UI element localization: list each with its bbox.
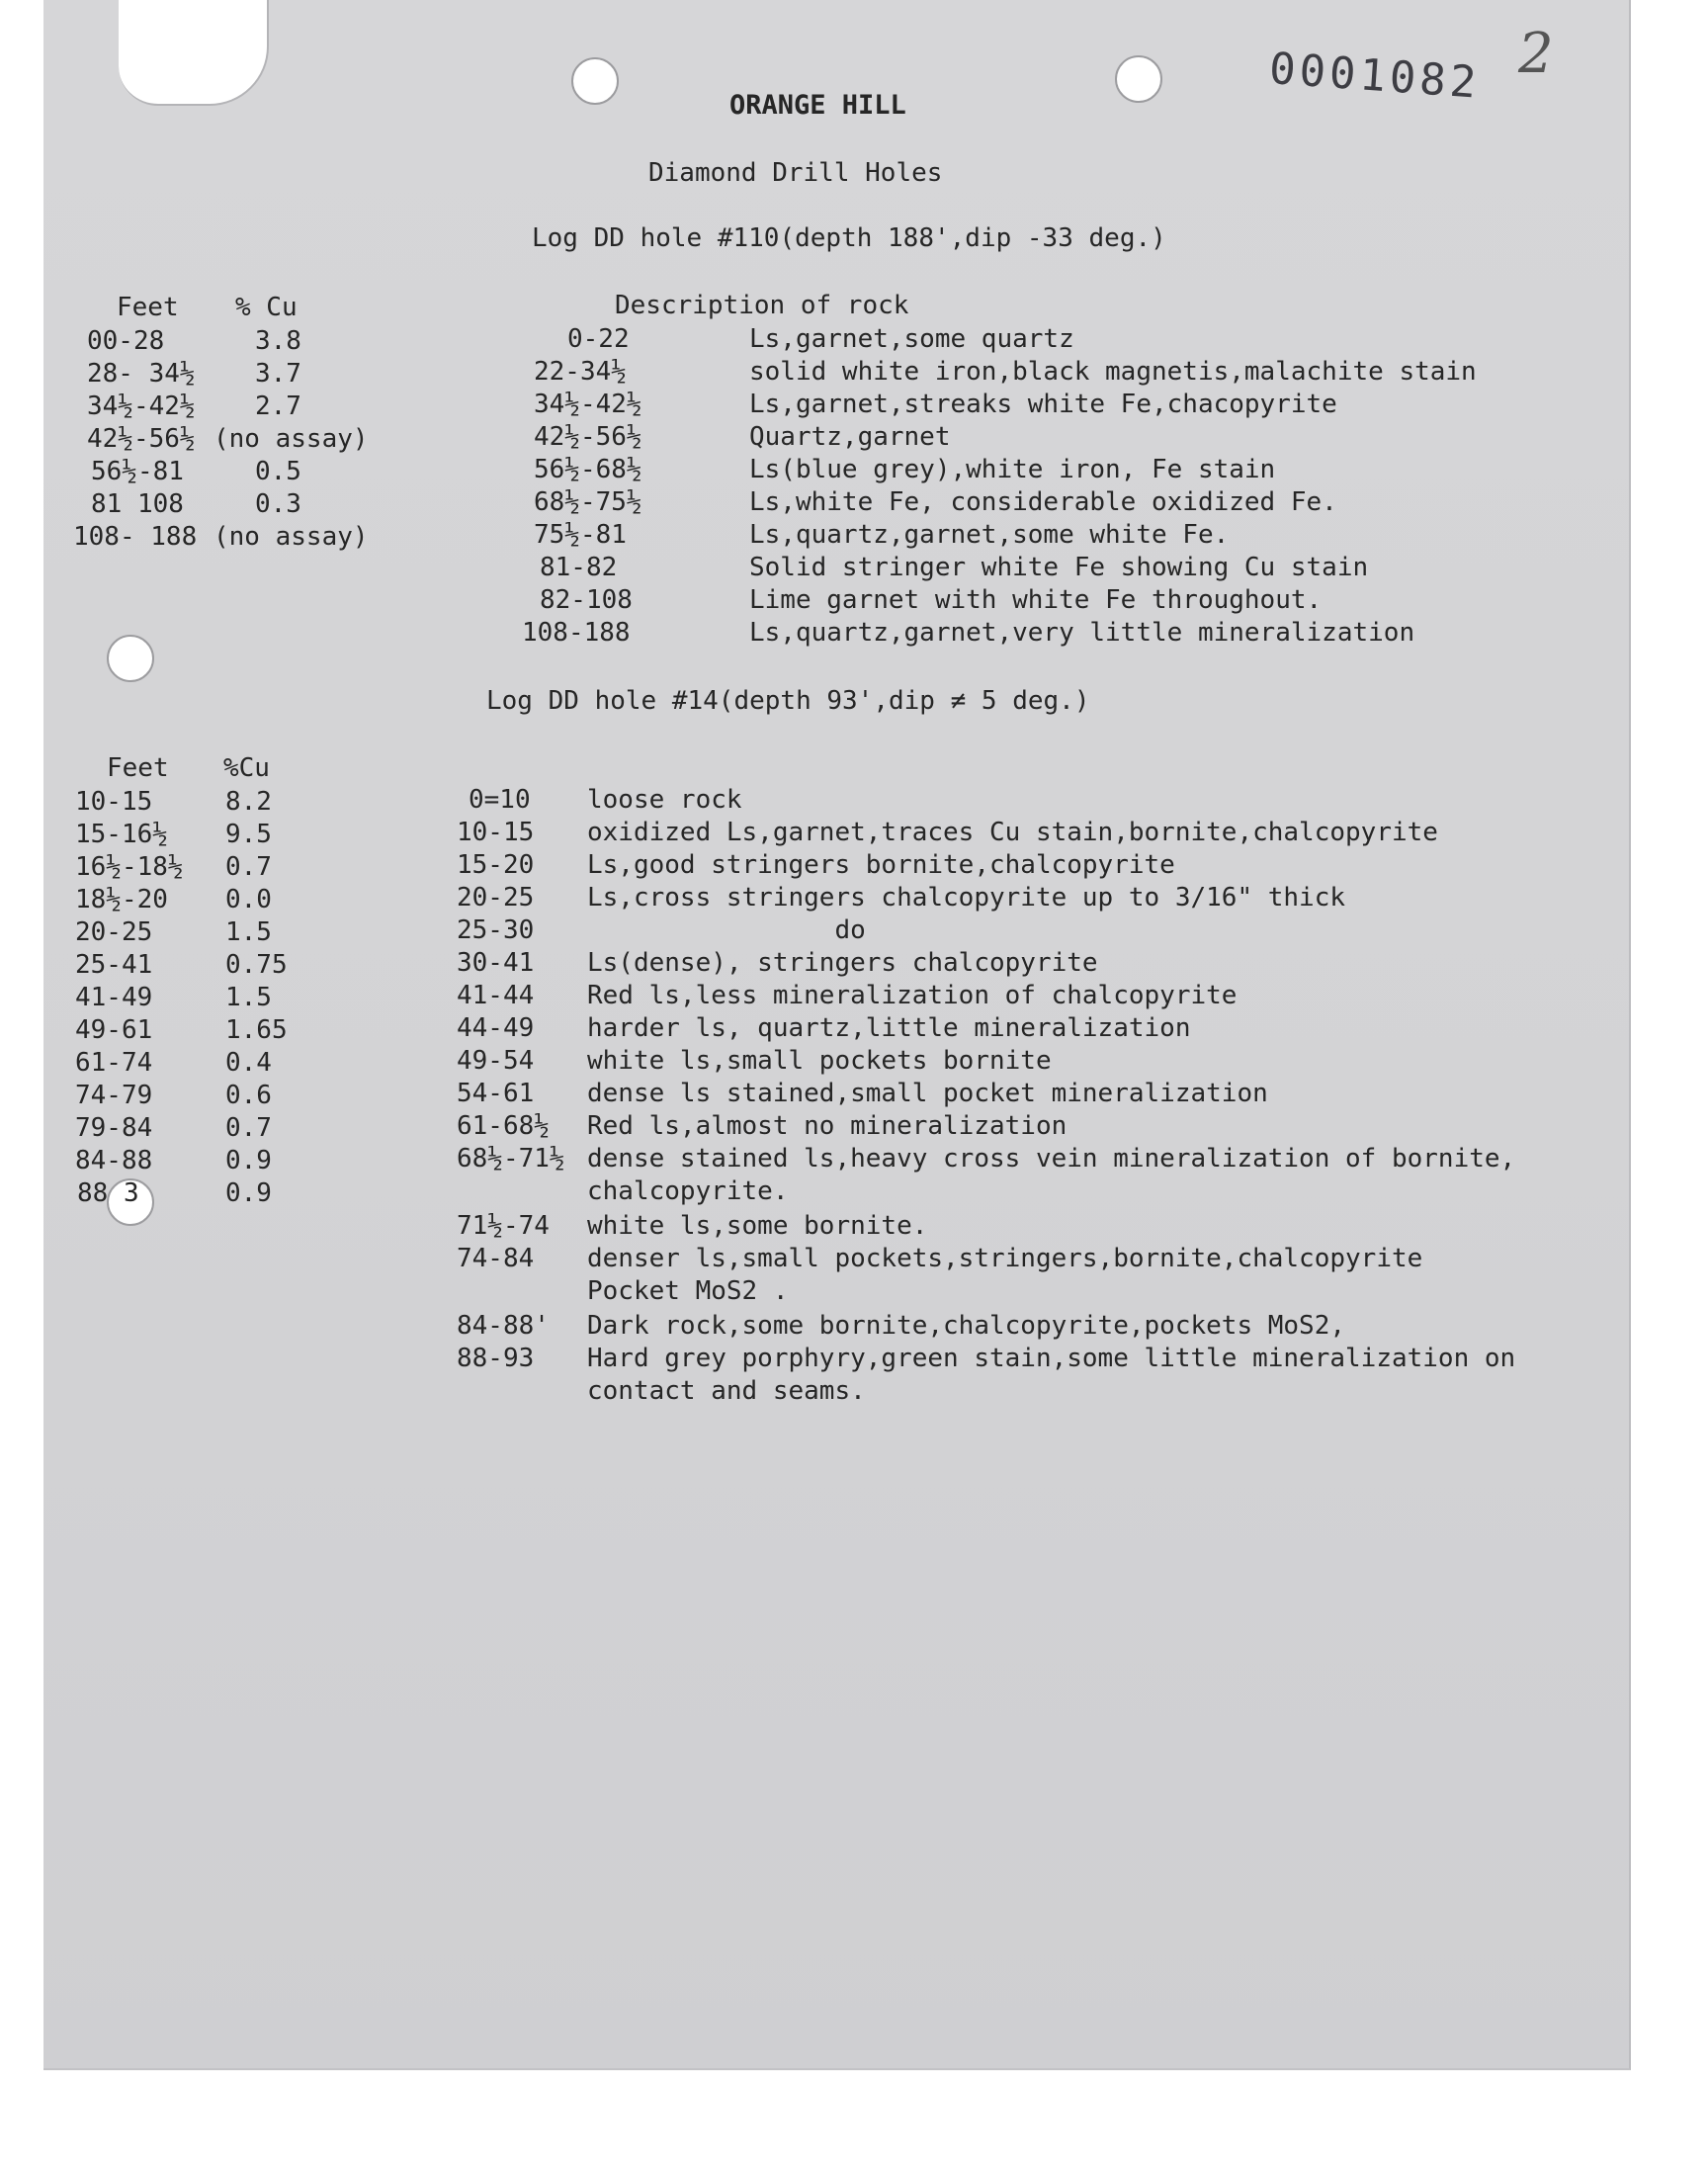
log-description: Ls,quartz,garnet,some white Fe. <box>749 520 1230 550</box>
log-interval: 82-108 <box>540 585 633 615</box>
log-interval: 42½-56½ <box>534 422 642 452</box>
assay-feet: 81 108 <box>91 489 184 519</box>
log-description: Lime garnet with white Fe throughout. <box>749 585 1323 615</box>
log-description: Quartz,garnet <box>749 422 951 452</box>
assay-feet: 18½-20 <box>75 885 168 914</box>
assay-cu: 3.8 <box>255 326 301 356</box>
log-interval: 30-41 <box>457 948 535 978</box>
log-description: do <box>587 915 866 945</box>
log-interval: 108-188 <box>522 618 631 648</box>
assay-feet: 49-61 <box>75 1015 153 1045</box>
hole2-feet-header: Feet <box>107 753 169 783</box>
log-interval: 88-93 <box>457 1344 535 1373</box>
log-description: white ls,small pockets bornite <box>587 1046 1052 1076</box>
log-interval: 15-20 <box>457 850 535 880</box>
assay-cu: 0.0 <box>225 885 272 914</box>
log-interval: 0-22 <box>567 324 630 354</box>
log-interval: 68½-71½ <box>457 1144 565 1174</box>
log-description: Ls,good stringers bornite,chalcopyrite <box>587 850 1175 880</box>
assay-cu: 3.7 <box>255 359 301 389</box>
punch-hole-middle <box>107 635 154 682</box>
log-interval: 54-61 <box>457 1079 535 1108</box>
log-interval: 10-15 <box>457 818 535 847</box>
assay-feet: 42½-56½ <box>87 424 196 454</box>
hole2-heading: Log DD hole #14(depth 93',dip ≠ 5 deg.) <box>486 686 1090 716</box>
assay-feet: 108- 188 <box>73 522 198 552</box>
log-description: loose rock <box>587 785 742 815</box>
log-description: Ls,garnet,some quartz <box>749 324 1074 354</box>
assay-feet: 20-25 <box>75 917 153 947</box>
log-description: Red ls,less mineralization of chalcopyrite <box>587 981 1238 1010</box>
assay-cu: 1.5 <box>225 917 272 947</box>
log-interval: 81-82 <box>540 553 618 582</box>
assay-feet: 84-88 <box>75 1146 153 1175</box>
log-interval: 68½-75½ <box>534 487 642 517</box>
assay-cu: 1.65 <box>225 1015 288 1045</box>
assay-cu: 0.9 <box>225 1146 272 1175</box>
assay-feet: 00-28 <box>87 326 165 356</box>
log-interval: 0=10 <box>469 785 531 815</box>
log-interval: 41-44 <box>457 981 535 1010</box>
torn-corner <box>119 0 269 106</box>
log-description: Ls,white Fe, considerable oxidized Fe. <box>749 487 1337 517</box>
hole1-cu-header: % Cu <box>235 293 298 322</box>
log-description: Pocket MoS2 . <box>587 1276 789 1306</box>
assay-feet: 15-16½ <box>75 820 168 849</box>
assay-cu: 8.2 <box>225 787 272 817</box>
log-description: Ls,cross stringers chalcopyrite up to 3/16" thick <box>587 883 1346 913</box>
log-description: chalcopyrite. <box>587 1176 789 1206</box>
log-description: solid white iron,black magnetis,malachite stain <box>749 357 1477 387</box>
assay-cu: 1.5 <box>225 983 272 1012</box>
log-interval: 20-25 <box>457 883 535 913</box>
assay-cu: 0.4 <box>225 1048 272 1078</box>
log-description: Red ls,almost no mineralization <box>587 1111 1068 1141</box>
document-number-stamp: 0001082 <box>1267 44 1482 109</box>
log-description: Ls(blue grey),white iron, Fe stain <box>749 455 1276 484</box>
assay-cu: 9.5 <box>225 820 272 849</box>
assay-feet: 74-79 <box>75 1081 153 1110</box>
log-description: Ls(dense), stringers chalcopyrite <box>587 948 1098 978</box>
assay-cu: (no assay) <box>214 522 369 552</box>
assay-feet: 41-49 <box>75 983 153 1012</box>
log-interval: 84-88' <box>457 1311 550 1341</box>
log-description: oxidized Ls,garnet,traces Cu stain,bornite,chalcopyrite <box>587 818 1438 847</box>
log-description: Dark rock,some bornite,chalcopyrite,pockets MoS2, <box>587 1311 1346 1341</box>
page-number: 2 <box>1518 22 1554 86</box>
log-interval: 22-34½ <box>534 357 627 387</box>
log-description: denser ls,small pockets,stringers,bornite,chalcopyrite <box>587 1244 1423 1273</box>
punch-hole-top-left <box>571 57 619 105</box>
log-description: dense stained ls,heavy cross vein mineralization of bornite, <box>587 1144 1516 1174</box>
assay-cu: 0.7 <box>225 1113 272 1143</box>
log-interval: 75½-81 <box>534 520 627 550</box>
punch-hole-top-right <box>1115 55 1162 103</box>
hole2-cu-header: %Cu <box>223 753 270 783</box>
log-description: white ls,some bornite. <box>587 1211 928 1241</box>
log-description: contact and seams. <box>587 1376 866 1406</box>
log-interval: 61-68½ <box>457 1111 550 1141</box>
log-interval: 44-49 <box>457 1013 535 1043</box>
page-subtitle: Diamond Drill Holes <box>648 158 943 188</box>
log-interval: 56½-68½ <box>534 455 642 484</box>
log-interval: 71½-74 <box>457 1211 550 1241</box>
assay-feet: 25-41 <box>75 950 153 980</box>
page-title: ORANGE HILL <box>729 90 906 121</box>
assay-feet: 88 3 <box>77 1178 139 1208</box>
log-interval: 25-30 <box>457 915 535 945</box>
log-description: harder ls, quartz,little mineralization <box>587 1013 1191 1043</box>
assay-feet: 28- 34½ <box>87 359 196 389</box>
assay-cu: 0.5 <box>255 457 301 486</box>
assay-feet: 16½-18½ <box>75 852 184 882</box>
hole1-feet-header: Feet <box>117 293 179 322</box>
assay-cu: (no assay) <box>214 424 369 454</box>
log-interval: 49-54 <box>457 1046 535 1076</box>
assay-cu: 0.6 <box>225 1081 272 1110</box>
assay-feet: 10-15 <box>75 787 153 817</box>
assay-feet: 56½-81 <box>91 457 184 486</box>
assay-cu: 0.75 <box>225 950 288 980</box>
assay-cu: 2.7 <box>255 392 301 421</box>
log-description: dense ls stained,small pocket mineralization <box>587 1079 1268 1108</box>
assay-cu: 0.7 <box>225 852 272 882</box>
assay-cu: 0.3 <box>255 489 301 519</box>
log-description: Ls,garnet,streaks white Fe,chacopyrite <box>749 390 1337 419</box>
hole1-heading: Log DD hole #110(depth 188',dip -33 deg.) <box>532 223 1166 253</box>
log-description: Ls,quartz,garnet,very little mineralization <box>749 618 1415 648</box>
log-interval: 74-84 <box>457 1244 535 1273</box>
assay-feet: 34½-42½ <box>87 392 196 421</box>
assay-feet: 61-74 <box>75 1048 153 1078</box>
log-description: Solid stringer white Fe showing Cu stain <box>749 553 1369 582</box>
hole1-description-header: Description of rock <box>615 291 909 320</box>
log-description: Hard grey porphyry,green stain,some little mineralization on <box>587 1344 1516 1373</box>
assay-cu: 0.9 <box>225 1178 272 1208</box>
log-interval: 34½-42½ <box>534 390 642 419</box>
assay-feet: 79-84 <box>75 1113 153 1143</box>
